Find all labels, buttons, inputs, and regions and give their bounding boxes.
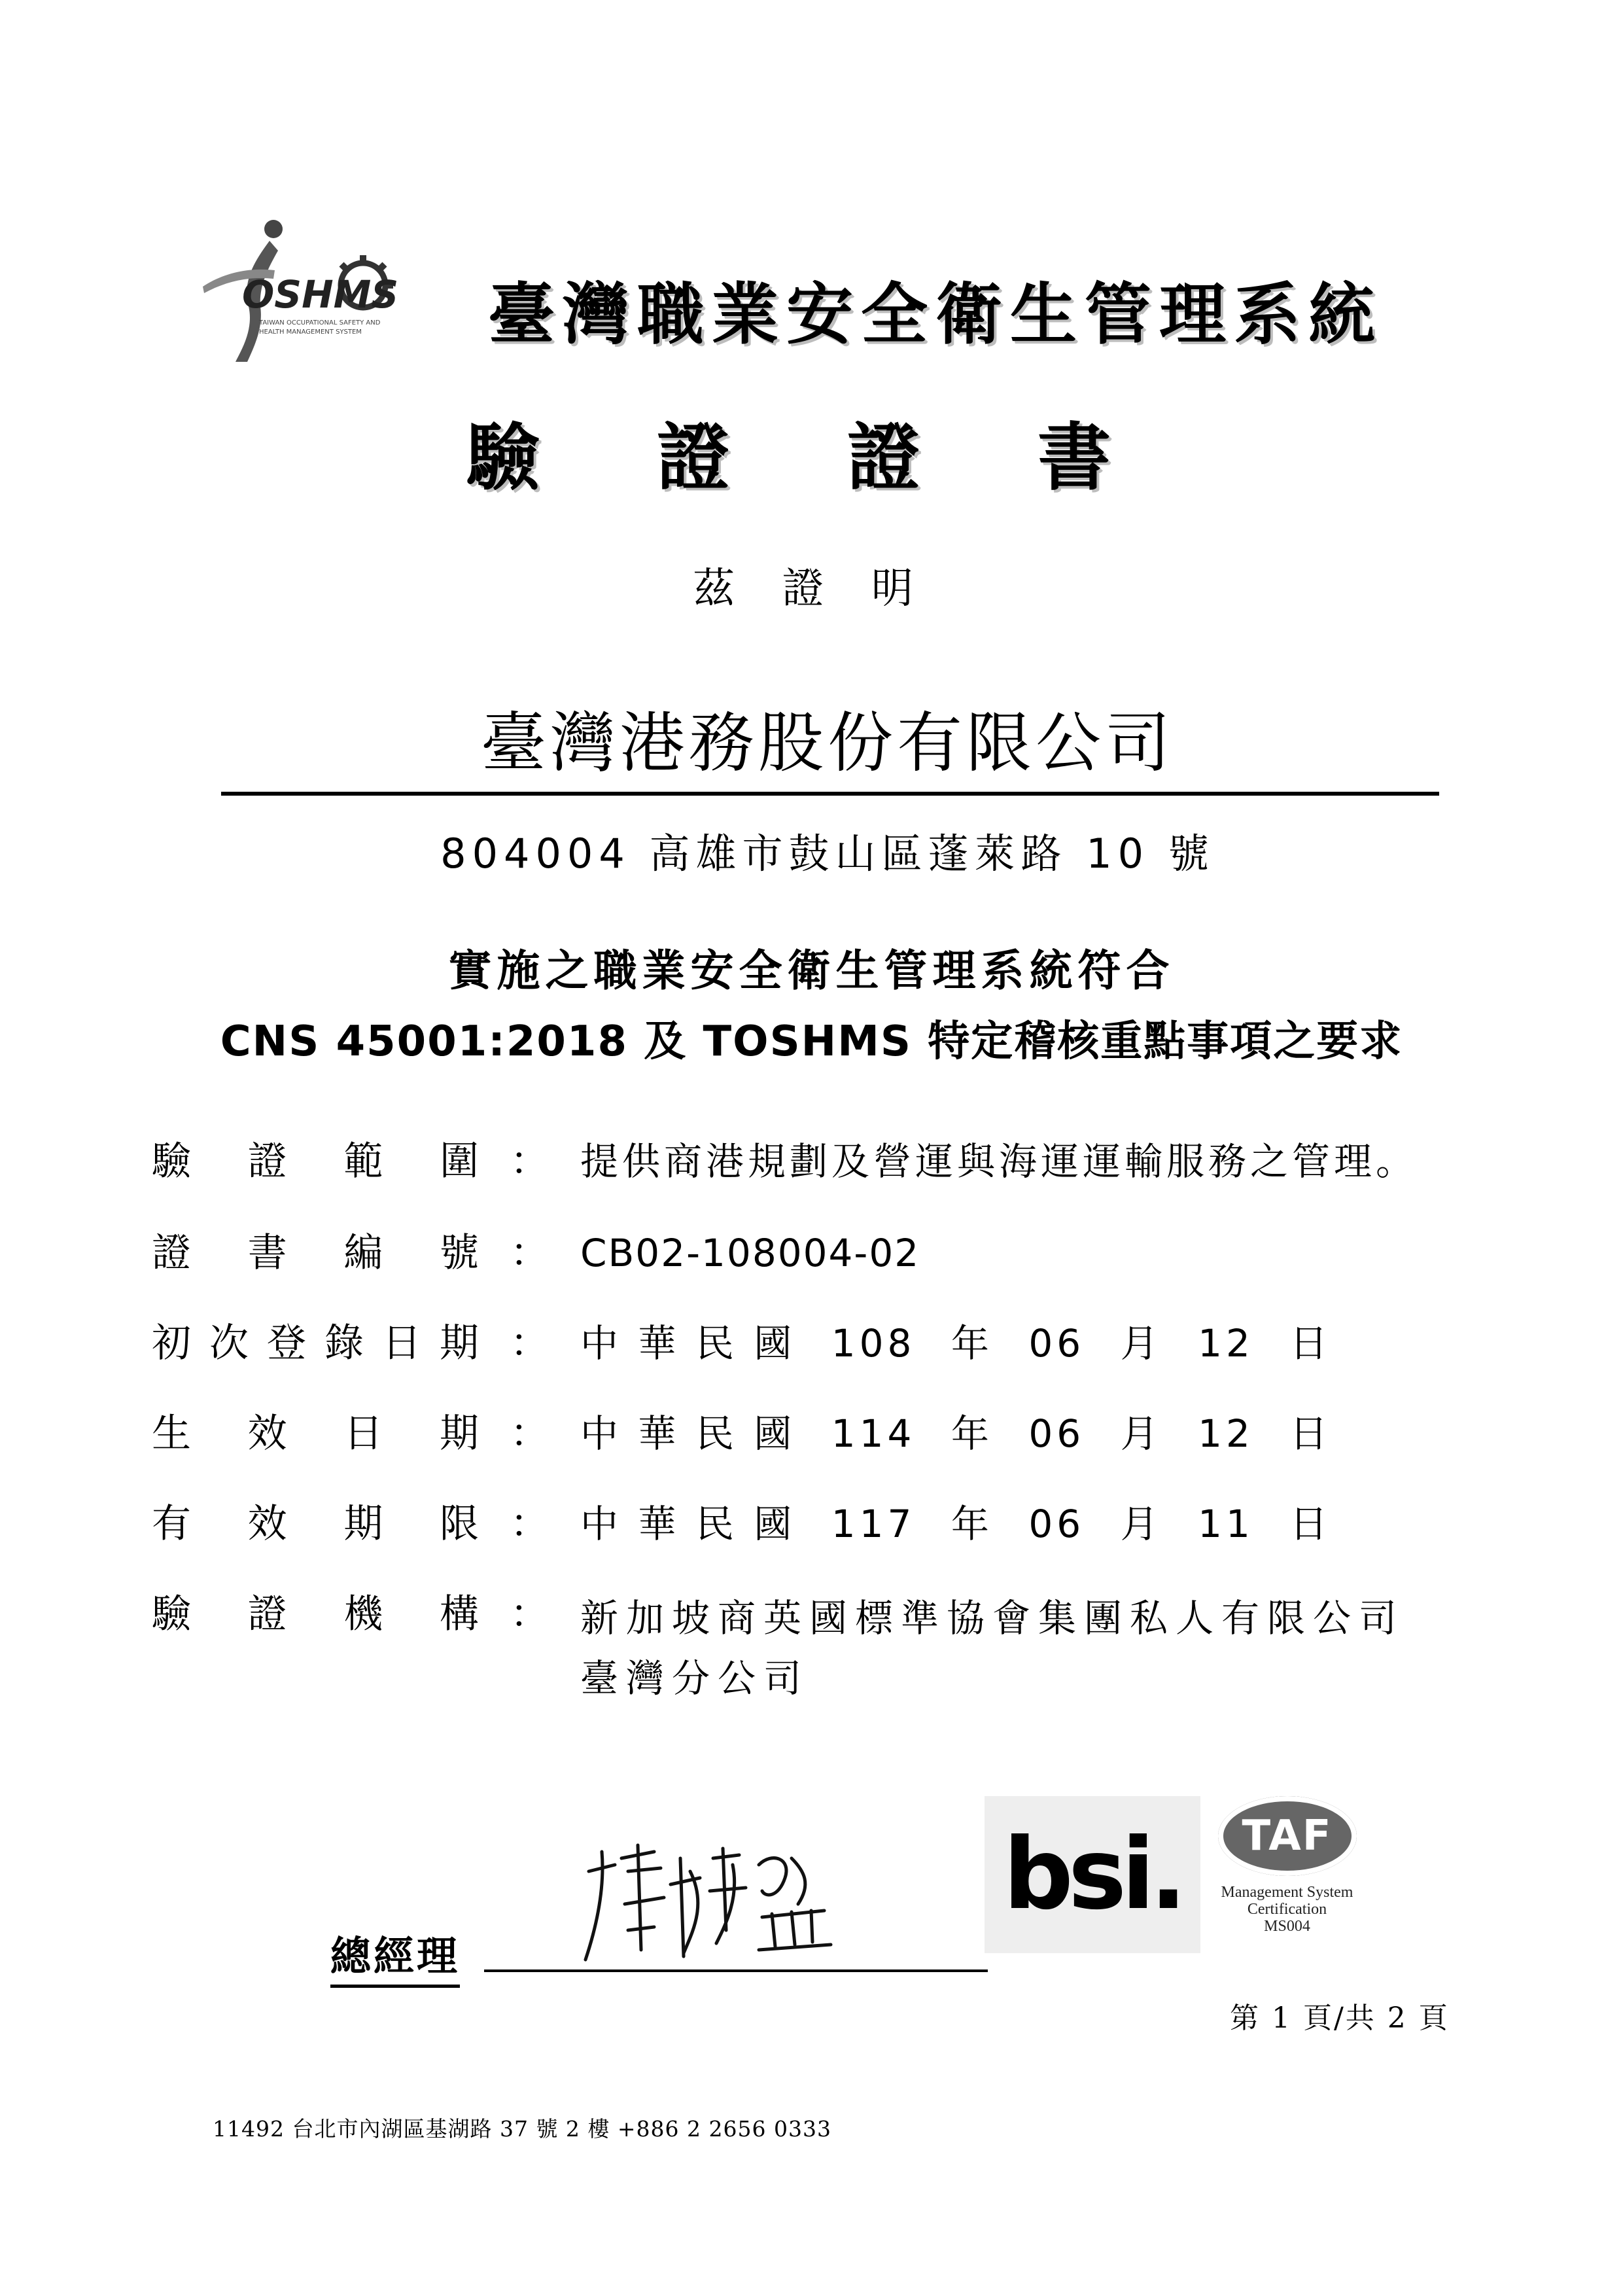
toshms-logo: [196, 208, 402, 365]
bsi-logo: [985, 1796, 1200, 1953]
date-prefix: 中 華 民 國: [580, 1411, 796, 1456]
date-year: 108: [831, 1321, 916, 1366]
date-year: 117: [831, 1502, 916, 1546]
detail-label: [152, 1498, 479, 1550]
detail-row-cert-body: [152, 1588, 1526, 1708]
date-year-unit: 年: [951, 1502, 993, 1546]
date-year: 114: [831, 1411, 916, 1456]
logo-brand: OSHMS: [242, 272, 399, 317]
signature-line: [484, 1969, 988, 1972]
label-char: 號: [439, 1230, 479, 1276]
certify-text: 茲 證 明: [693, 565, 930, 613]
label-char: 次: [209, 1320, 249, 1366]
detail-row-initial-date: [152, 1317, 1526, 1407]
handwritten-signature: [576, 1832, 850, 1969]
general-manager-label: 總經理: [330, 1924, 460, 1988]
date-year-unit: 年: [951, 1321, 993, 1366]
label-char: 期: [343, 1501, 383, 1547]
label-char: 驗: [152, 1139, 191, 1184]
label-char: 登: [267, 1320, 306, 1366]
date-prefix: 中 華 民 國: [580, 1502, 796, 1546]
detail-colon: ：: [510, 1230, 550, 1276]
date-prefix: 中 華 民 國: [580, 1321, 796, 1366]
compliance-statement-line2: CNS 45001:2018 及 TOSHMS 特定稽核重點事項之要求: [220, 1017, 1403, 1066]
detail-label: [152, 1407, 479, 1460]
label-char: 有: [152, 1501, 191, 1547]
label-char: 日: [343, 1411, 383, 1457]
label-char: 證: [247, 1591, 287, 1637]
bsi-mark: bsi.: [1003, 1818, 1182, 1932]
taf-line3: MS004: [1264, 1918, 1310, 1935]
toshms-runner-icon: [196, 208, 402, 365]
date-day: 12: [1198, 1411, 1254, 1456]
footer-address: 11492 台北市內湖區基湖路 37 號 2 樓 +886 2 2656 0333: [213, 2116, 831, 2142]
date-month-unit: 月: [1120, 1321, 1162, 1366]
initial-date-value: [580, 1317, 1526, 1369]
label-char: 效: [247, 1411, 287, 1457]
label-char: 限: [439, 1501, 479, 1547]
taf-accreditation-mark: [1213, 1796, 1361, 1960]
date-year-unit: 年: [951, 1411, 993, 1456]
detail-label: [152, 1588, 479, 1640]
cert-body-line2: 臺灣分公司: [580, 1656, 810, 1701]
compliance-statement-line1: 實施之職業安全衛生管理系統符合: [448, 945, 1175, 996]
effective-date-value: [580, 1407, 1526, 1460]
label-char: 期: [439, 1411, 479, 1457]
label-char: 書: [247, 1230, 287, 1276]
signature-icon: [576, 1832, 850, 1969]
label-char: 範: [343, 1139, 383, 1184]
date-month: 06: [1028, 1321, 1085, 1366]
cert-body-line1: 新加坡商英國標準協會集團私人有限公司: [580, 1596, 1405, 1640]
company-name: 臺灣港務股份有限公司: [481, 705, 1174, 781]
date-month: 06: [1028, 1502, 1085, 1546]
label-char: 圍: [439, 1139, 479, 1184]
date-month-unit: 月: [1120, 1502, 1162, 1546]
date-day: 11: [1198, 1502, 1254, 1546]
detail-row-cert-no: [152, 1227, 1526, 1317]
taf-text: TAF: [1242, 1812, 1333, 1860]
company-underline: [221, 792, 1439, 796]
label-char: 證: [152, 1230, 191, 1276]
detail-label: [152, 1317, 479, 1369]
detail-colon: ：: [510, 1320, 550, 1366]
label-char: 構: [439, 1591, 479, 1637]
detail-row-expiry-date: [152, 1498, 1526, 1588]
label-char: 驗: [152, 1591, 191, 1637]
label-char: 錄: [324, 1320, 364, 1366]
detail-label: [152, 1135, 479, 1188]
label-char: 生: [152, 1411, 191, 1457]
scope-value: 提供商港規劃及營運與海運運輸服務之管理。: [580, 1139, 1418, 1184]
taf-line1: Management System: [1221, 1884, 1353, 1901]
date-day-unit: 日: [1289, 1502, 1332, 1546]
date-month-unit: 月: [1120, 1411, 1162, 1456]
detail-row-effective-date: [152, 1407, 1526, 1498]
page-indicator: 第 1 頁/共 2 頁: [1230, 2002, 1450, 2035]
cert-body-value: [580, 1588, 1526, 1708]
date-day-unit: 日: [1289, 1321, 1332, 1366]
label-char: 證: [247, 1139, 287, 1184]
detail-label: [152, 1227, 479, 1279]
detail-colon: ：: [510, 1501, 550, 1547]
certificate-subtitle: 驗 證 證 書: [466, 415, 1157, 501]
detail-row-scope: [152, 1135, 1526, 1227]
label-char: 日: [382, 1320, 421, 1366]
label-char: 機: [343, 1591, 383, 1637]
label-char: 初: [152, 1320, 191, 1366]
taf-line2: Certification: [1247, 1901, 1327, 1918]
label-char: 效: [247, 1501, 287, 1547]
expiry-date-value: [580, 1498, 1526, 1550]
detail-colon: ：: [510, 1139, 550, 1184]
date-month: 06: [1028, 1411, 1085, 1456]
logo-caption-2: HEALTH MANAGEMENT SYSTEM: [259, 328, 362, 336]
detail-colon: ：: [510, 1591, 550, 1637]
date-day: 12: [1198, 1321, 1254, 1366]
date-day-unit: 日: [1289, 1411, 1332, 1456]
logo-caption-1: TAIWAN OCCUPATIONAL SAFETY AND: [259, 319, 381, 327]
detail-colon: ：: [510, 1411, 550, 1457]
certificate-title: 臺灣職業安全衛生管理系統: [488, 275, 1383, 354]
certificate-details: [152, 1135, 1526, 1708]
cert-number: CB02-108004-02: [580, 1231, 920, 1275]
label-char: 編: [343, 1230, 383, 1276]
company-address: 804004 高雄市鼓山區蓬萊路 10 號: [440, 830, 1215, 877]
label-char: 期: [440, 1320, 479, 1366]
taf-oval: [1218, 1796, 1357, 1876]
